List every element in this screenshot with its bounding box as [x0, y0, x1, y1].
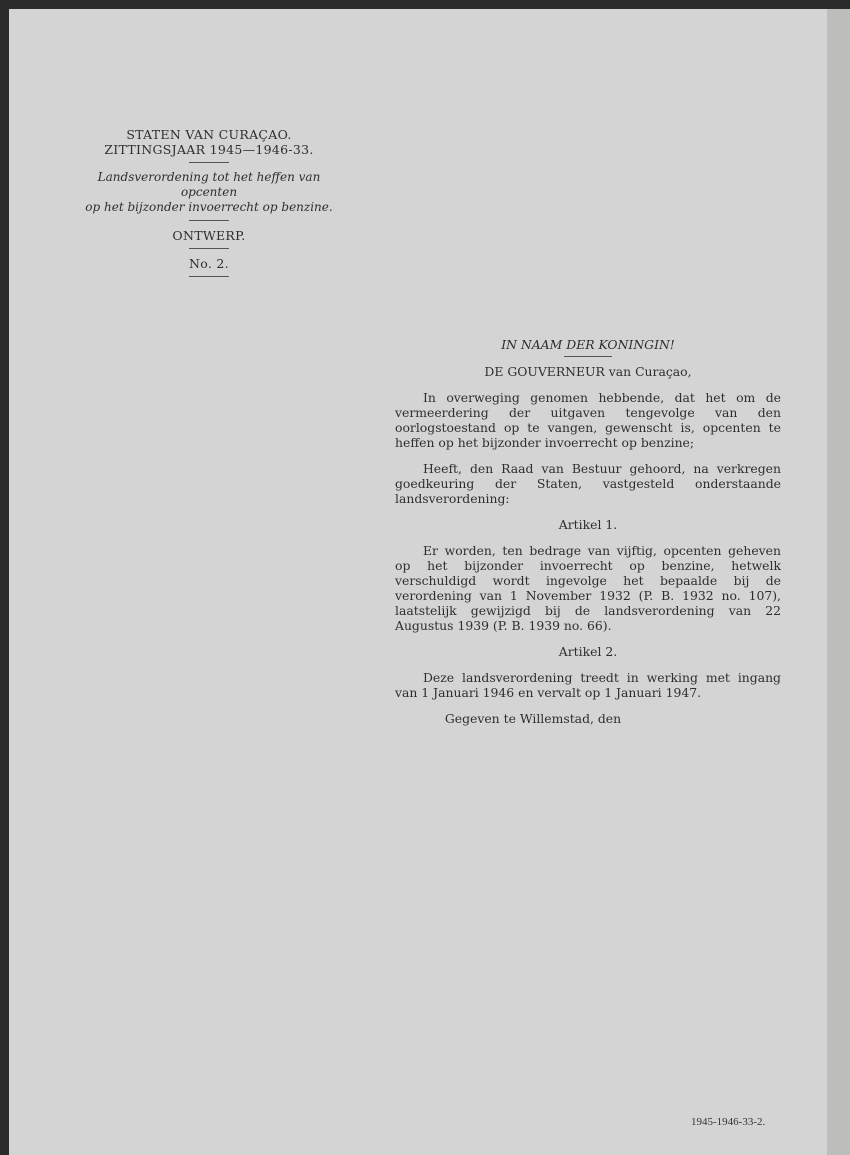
ordinance-body	[395, 337, 781, 726]
document-reference: 1945-1946-33-2.	[691, 1116, 766, 1128]
body-rule	[564, 356, 612, 357]
subject-line-1: Landsverordening tot het heffen van opcenten	[97, 170, 321, 199]
governor-line: DE GOUVERNEUR van Curaçao,	[484, 364, 692, 379]
recital-paragraph: In overweging genomen hebbende, dat het om de vermeerdering der uitgaven tengevolge van den oorlogstoestand op te vangen, gewenscht is, opcenten te heffen op het bijzonder invoerrecht op benzine;	[395, 390, 781, 450]
article-2-title: Artikel 2.	[558, 644, 618, 659]
given-at-line: Gegeven te Willemstad, den	[444, 711, 622, 726]
document-number: No. 2.	[189, 256, 229, 271]
document-header	[69, 127, 349, 284]
header-rule	[189, 162, 229, 163]
parliament-title: STATEN VAN CURAÇAO.	[126, 127, 292, 142]
header-rule	[189, 248, 229, 249]
article-1-text: Er worden, ten bedrage van vijftig, opcenten geheven op het bijzonder invoerrecht op benzine, hetwelk verschuldigd wordt ingevolge het bepaalde bij de verordening van 1 November 1932 (P. B. 1932 no. 107), laatstelijk gewijzigd bij de landsverordening van 22 Augustus 1939 (P. B. 1939 no. 66).	[395, 543, 781, 633]
scan-top-border	[0, 0, 850, 9]
subject-line-2: op het bijzonder invoerrecht op benzine.	[85, 200, 333, 214]
draft-label: ONTWERP.	[172, 228, 246, 243]
article-1-title: Artikel 1.	[558, 517, 618, 532]
header-rule	[189, 276, 229, 277]
scan-right-edge	[827, 9, 850, 1155]
header-rule	[189, 220, 229, 221]
document-page	[9, 9, 827, 1155]
article-2-text: Deze landsverordening treedt in werking met ingang van 1 Januari 1946 en vervalt op 1 Januari 1947.	[395, 670, 781, 700]
invocation: IN NAAM DER KONINGIN!	[501, 337, 675, 352]
enactment-paragraph: Heeft, den Raad van Bestuur gehoord, na verkregen goedkeuring der Staten, vastgesteld onderstaande landsverordening:	[395, 461, 781, 506]
session-year: ZITTINGSJAAR 1945—1946-33.	[104, 142, 314, 157]
